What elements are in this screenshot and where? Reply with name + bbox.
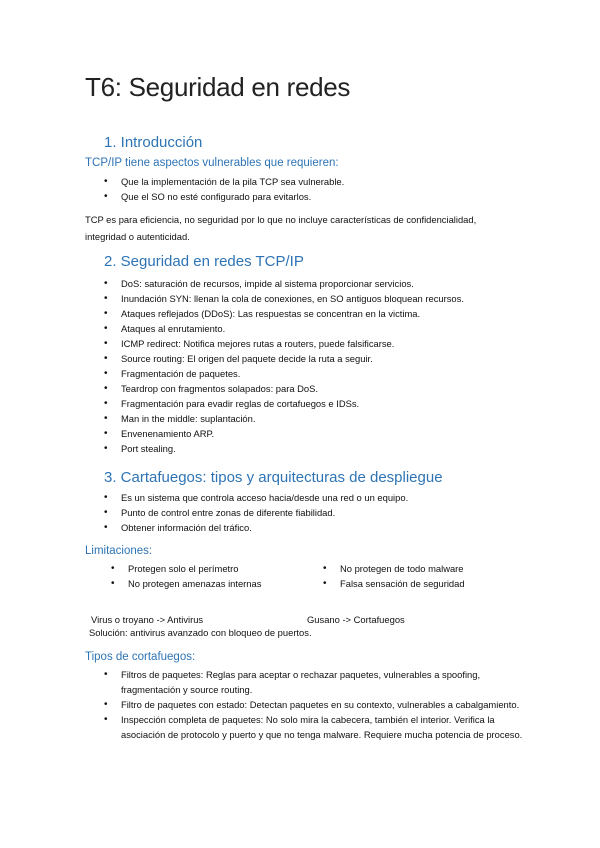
list-item: • Filtro de paquetes con estado: Detectan paquetes en su contexto, vulnerables a cabalgamiento.: [104, 697, 524, 712]
list-item: • Man in the middle: suplantación.: [104, 411, 464, 426]
list-item: • Ataques reflejados (DDoS): Las respuestas se concentran en la victima.: [104, 306, 464, 321]
list-item: • Inundación SYN: llenan la cola de conexiones, en SO antiguos bloquean recursos.: [104, 291, 464, 306]
list-item: • Port stealing.: [104, 441, 464, 456]
section-3-list: [104, 490, 408, 535]
gusano-note: Gusano -> Cortafuegos: [307, 614, 405, 625]
section-1-paragraph: TCP es para eficiencia, no seguridad por lo que no incluye características de confidencialidad, integridad o autenticidad.: [85, 214, 477, 242]
list-item: • ICMP redirect: Notifica mejores rutas a routers, puede falsificarse.: [104, 336, 464, 351]
section-3-heading: 3. Cartafuegos: tipos y arquitecturas de despliegue: [104, 469, 443, 486]
section-1-subheading: TCP/IP tiene aspectos vulnerables que requieren:: [85, 157, 339, 169]
list-item: • Es un sistema que controla acceso hacia/desde una red o un equipo.: [104, 490, 408, 505]
list-item: • DoS: saturación de recursos, impide al sistema proporcionar servicios.: [104, 276, 464, 291]
list-item: • Filtros de paquetes: Reglas para aceptar o rechazar paquetes, vulnerables a spoofing, fragmentación y source routing.: [104, 667, 524, 697]
section-2-list: [104, 276, 464, 456]
solucion-note: Solución: antivirus avanzado con bloqueo de puertos.: [89, 627, 312, 638]
list-item: • Teardrop con fragmentos solapados: para DoS.: [104, 381, 464, 396]
virus-note: Virus o troyano -> Antivirus: [91, 614, 204, 625]
list-item: • No protegen de todo malware: [323, 561, 465, 576]
list-item: • Inspección completa de paquetes: No solo mira la cabecera, también el interior. Verifica la asociación de protocolo y puerto y que no tenga malware. Requiere mucha potencia de proceso.: [104, 712, 524, 742]
tipos-heading: Tipos de cortafuegos:: [85, 651, 196, 663]
limitaciones-left-list: [111, 561, 261, 591]
list-item: • Ataques al enrutamiento.: [104, 321, 464, 336]
list-item: • Source routing: El origen del paquete decide la ruta a seguir.: [104, 351, 464, 366]
limitaciones-heading: Limitaciones:: [85, 545, 153, 557]
list-item: • Falsa sensación de seguridad: [323, 576, 465, 591]
list-item: • Fragmentación para evadir reglas de cortafuegos e IDSs.: [104, 396, 464, 411]
section-1-heading: 1. Introducción: [104, 134, 203, 151]
list-item: • Obtener información del tráfico.: [104, 520, 408, 535]
list-item: • Envenenamiento ARP.: [104, 426, 464, 441]
list-item: • Que la implementación de la pila TCP sea vulnerable.: [104, 174, 344, 189]
list-item: • Que el SO no esté configurado para evitarlos.: [104, 189, 344, 204]
list-item: • Protegen solo el perímetro: [111, 561, 261, 576]
section-2-heading: 2. Seguridad en redes TCP/IP: [104, 253, 304, 270]
list-item: • Punto de control entre zonas de diferente fiabilidad.: [104, 505, 408, 520]
tipos-list: [104, 667, 524, 742]
list-item: • Fragmentación de paquetes.: [104, 366, 464, 381]
limitaciones-right-list: [323, 561, 465, 591]
list-item: • No protegen amenazas internas: [111, 576, 261, 591]
section-1-list: [104, 174, 344, 204]
document-title: T6: Seguridad en redes: [85, 72, 351, 102]
